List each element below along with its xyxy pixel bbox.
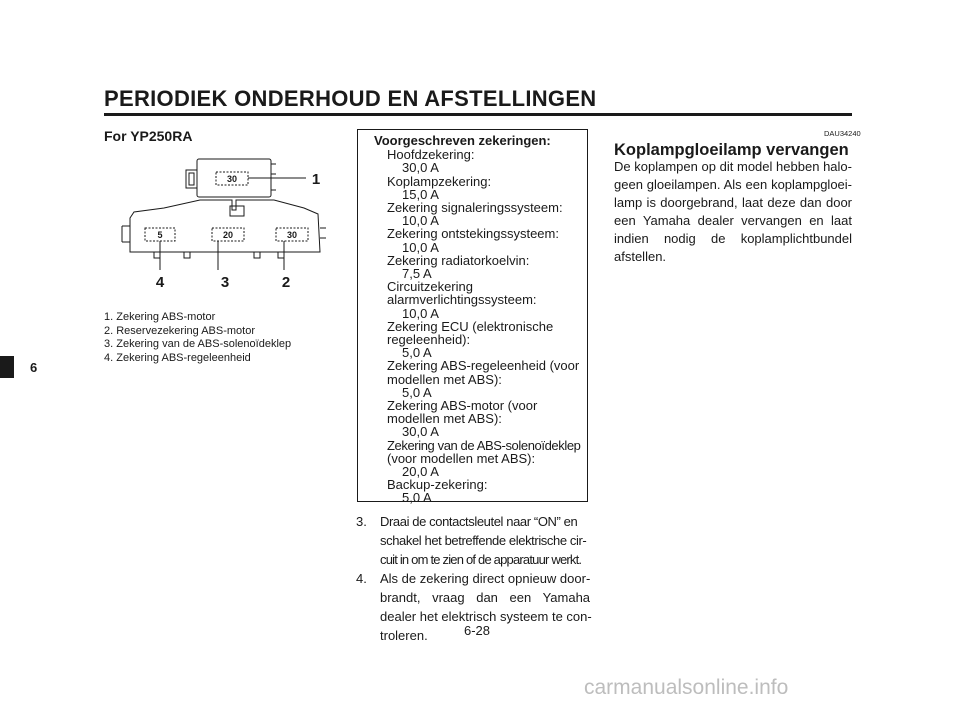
spec-value: 10,0 A xyxy=(402,213,439,229)
procedure-step xyxy=(356,512,600,569)
fuse-box-diagram xyxy=(104,150,344,300)
model-heading: For YP250RA xyxy=(104,128,193,144)
step-text: cuit in om te zien of de apparatuur werkt. xyxy=(380,552,582,567)
spec-label: modellen met ABS): xyxy=(387,371,502,387)
diagram-legend xyxy=(104,311,291,365)
spec-label: Zekering ABS-motor (voor xyxy=(387,398,538,414)
spec-value: 15,0 A xyxy=(402,186,439,202)
callout-1: 1 xyxy=(311,171,321,188)
spec-label: Zekering ECU (elektronische xyxy=(387,318,554,334)
legend-item: 3. Zekering van de ABS-solenoïdeklep xyxy=(104,338,292,350)
callout-3: 3 xyxy=(220,274,230,291)
spec-label: Zekering ontstekingssysteem: xyxy=(387,226,559,242)
fuse-label-4: 5 xyxy=(157,230,163,240)
callout-4: 4 xyxy=(155,274,165,291)
callout-2: 2 xyxy=(281,274,291,291)
spec-value: 20,0 A xyxy=(402,464,439,480)
page-title: PERIODIEK ONDERHOUD EN AFSTELLINGEN xyxy=(104,86,597,111)
fuse-label-3: 20 xyxy=(222,230,234,240)
spec-label: Zekering ABS-regeleenheid (voor xyxy=(387,358,580,374)
spec-value: 10,0 A xyxy=(402,239,439,255)
document-code: DAU34240 xyxy=(824,129,861,138)
fuse-label-1: 30 xyxy=(226,174,238,184)
spec-heading: Voorgeschreven zekeringen: xyxy=(374,133,551,148)
spec-value: 5,0 A xyxy=(402,345,432,361)
fuse-spec-box xyxy=(357,129,588,506)
step-number: 4. xyxy=(356,571,367,586)
title-rule xyxy=(104,113,852,116)
legend-item: 2. Reservezekering ABS-motor xyxy=(104,324,256,337)
section-heading: Koplampgloeilamp vervangen xyxy=(614,141,849,159)
step-text: troleren. xyxy=(380,628,428,643)
spec-label: Koplampzekering: xyxy=(387,173,492,189)
section-body: De koplampen op dit model hebben halo-geen gloeilampen. Als een koplampgloei-lamp is doorgebrand, laat deze dan door een Yamaha dealer vervangen en laat indien nodig de koplamplichtbundel afstellen. xyxy=(614,159,852,264)
spec-value: 5,0 A xyxy=(402,384,432,400)
spec-label: Zekering radiatorkoelvin: xyxy=(387,252,530,268)
spec-label: Backup-zekering: xyxy=(387,477,488,493)
fuse-label-2: 30 xyxy=(286,230,298,240)
chapter-tab-marker xyxy=(0,356,14,378)
legend-item: 4. Zekering ABS-regeleenheid xyxy=(104,351,251,364)
spec-value: 10,0 A xyxy=(402,305,439,321)
spec-label: Hoofdzekering: xyxy=(387,147,475,163)
chapter-number: 6 xyxy=(30,360,38,375)
spec-label: regeleenheid): xyxy=(387,332,471,348)
spec-value: 5,0 A xyxy=(402,490,432,506)
spec-label: (voor modellen met ABS): xyxy=(387,450,536,466)
spec-label: Zekering signaleringssysteem: xyxy=(387,200,563,216)
step-text: dealer het elektrisch systeem te con- xyxy=(380,609,592,624)
step-text: brandt, vraag dan een Yamaha xyxy=(380,590,591,605)
spec-label: modellen met ABS): xyxy=(387,411,502,427)
page-number: 6-28 xyxy=(464,623,491,638)
watermark: carmanualsonline.info xyxy=(584,676,789,699)
spec-label: Circuitzekering xyxy=(387,279,473,295)
legend-item: 1. Zekering ABS-motor xyxy=(104,311,216,323)
spec-value: 30,0 A xyxy=(402,160,439,176)
step-text: Draai de contactsleutel naar “ON” en xyxy=(380,514,578,529)
spec-label: alarmverlichtingssysteem: xyxy=(387,292,537,308)
spec-value: 30,0 A xyxy=(402,424,439,440)
spec-label: Zekering van de ABS-solenoïdeklep xyxy=(387,437,581,453)
step-text: schakel het betreffende elektrische cir- xyxy=(380,533,587,548)
spec-value: 7,5 A xyxy=(402,266,432,282)
step-text: Als de zekering direct opnieuw door- xyxy=(380,571,591,586)
step-number: 3. xyxy=(356,514,367,529)
